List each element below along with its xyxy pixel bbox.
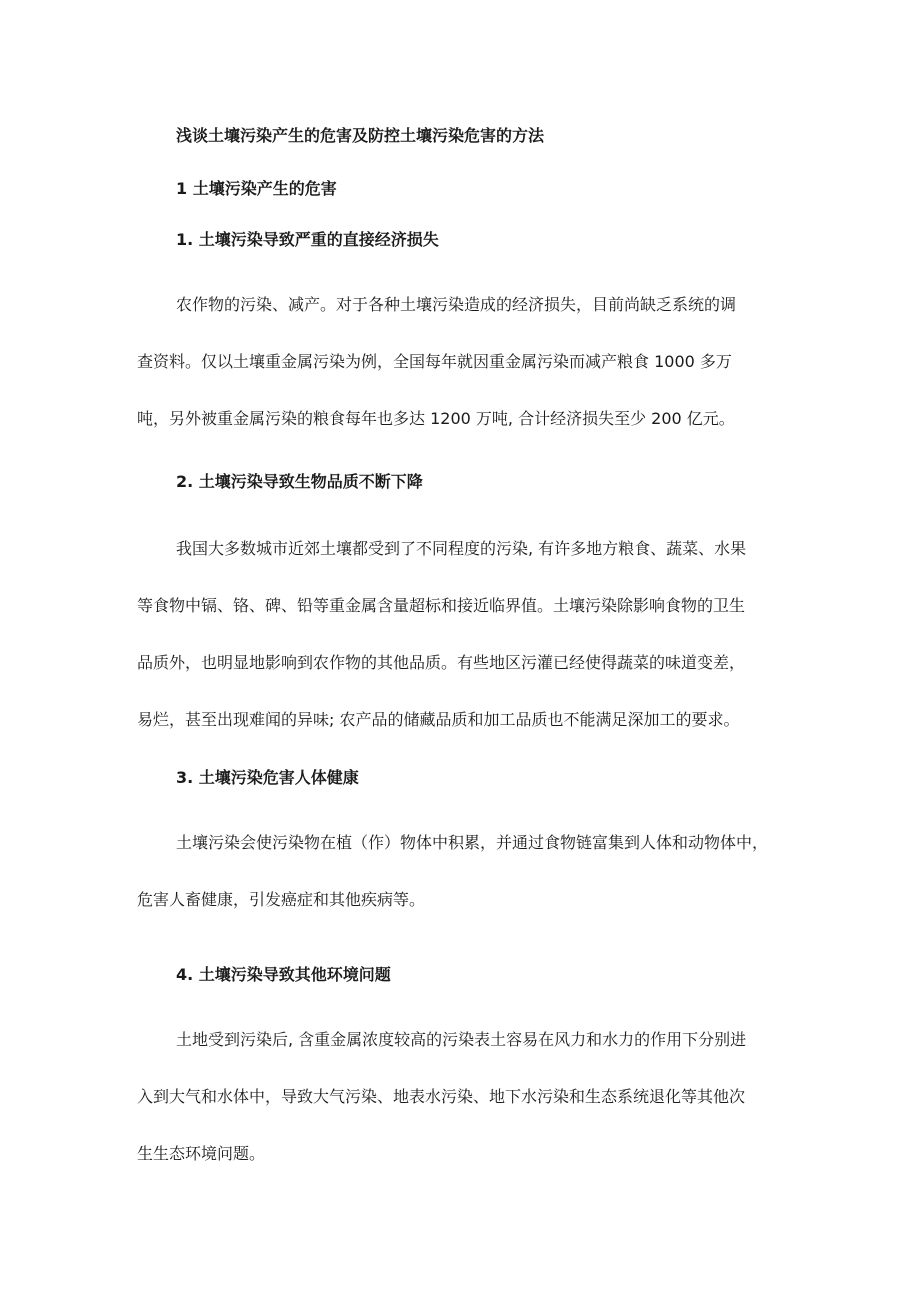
paragraph-line: 吨，另外被重金属污染的粮食每年也多达 1200 万吨, 合计经济损失至少 200 亿元。 <box>137 409 735 428</box>
paragraph-line: 易烂，甚至出现难闻的异味; 农产品的储藏品质和加工品质也不能满足深加工的要求。 <box>137 710 740 729</box>
paragraph-line: 品质外，也明显地影响到农作物的其他品质。有些地区污灌已经使得蔬菜的味道变差， <box>137 653 746 672</box>
paragraph-economic-loss <box>137 294 787 430</box>
paragraph-line: 我国大多数城市近郊土壤都受到了不同程度的污染, 有许多地方粮食、蔬菜、水果 <box>176 539 747 558</box>
subheading-human-health: 3. 土壤污染危害人体健康 <box>176 768 359 787</box>
subheading-quality-decline: 2. 土壤污染导致生物品质不断下降 <box>176 472 423 491</box>
paragraph-quality-decline <box>137 538 787 731</box>
paragraph-line: 生生态环境问题。 <box>137 1144 266 1163</box>
paragraph-line: 入到大气和水体中，导致大气污染、地表水污染、地下水污染和生态系统退化等其他次 <box>137 1087 746 1106</box>
paragraph-other-environment <box>137 1029 787 1165</box>
paragraph-human-health <box>137 832 787 911</box>
paragraph-line: 农作物的污染、减产。对于各种土壤污染造成的经济损失，目前尚缺乏系统的调 <box>176 295 737 314</box>
paragraph-line: 查资料。仅以土壤重金属污染为例，全国每年就因重金属污染而减产粮食 1000 多万 <box>137 352 732 371</box>
document-title: 浅谈土壤污染产生的危害及防控土壤污染危害的方法 <box>176 126 545 145</box>
paragraph-line: 危害人畜健康，引发癌症和其他疾病等。 <box>137 890 426 909</box>
paragraph-line: 土地受到污染后, 含重金属浓度较高的污染表土容易在风力和水力的作用下分别进 <box>176 1030 747 1049</box>
subheading-other-environment: 4. 土壤污染导致其他环境问题 <box>176 965 391 984</box>
paragraph-line: 土壤污染会使污染物在植（作）物体中积累，并通过食物链富集到人体和动物体中， <box>176 833 769 852</box>
subheading-economic-loss: 1. 土壤污染导致严重的直接经济损失 <box>176 230 439 249</box>
paragraph-line: 等食物中镉、铬、碑、铅等重金属含量超标和接近临界值。土壤污染除影响食物的卫生 <box>137 596 746 615</box>
section-heading: 1 土壤污染产生的危害 <box>176 179 337 198</box>
